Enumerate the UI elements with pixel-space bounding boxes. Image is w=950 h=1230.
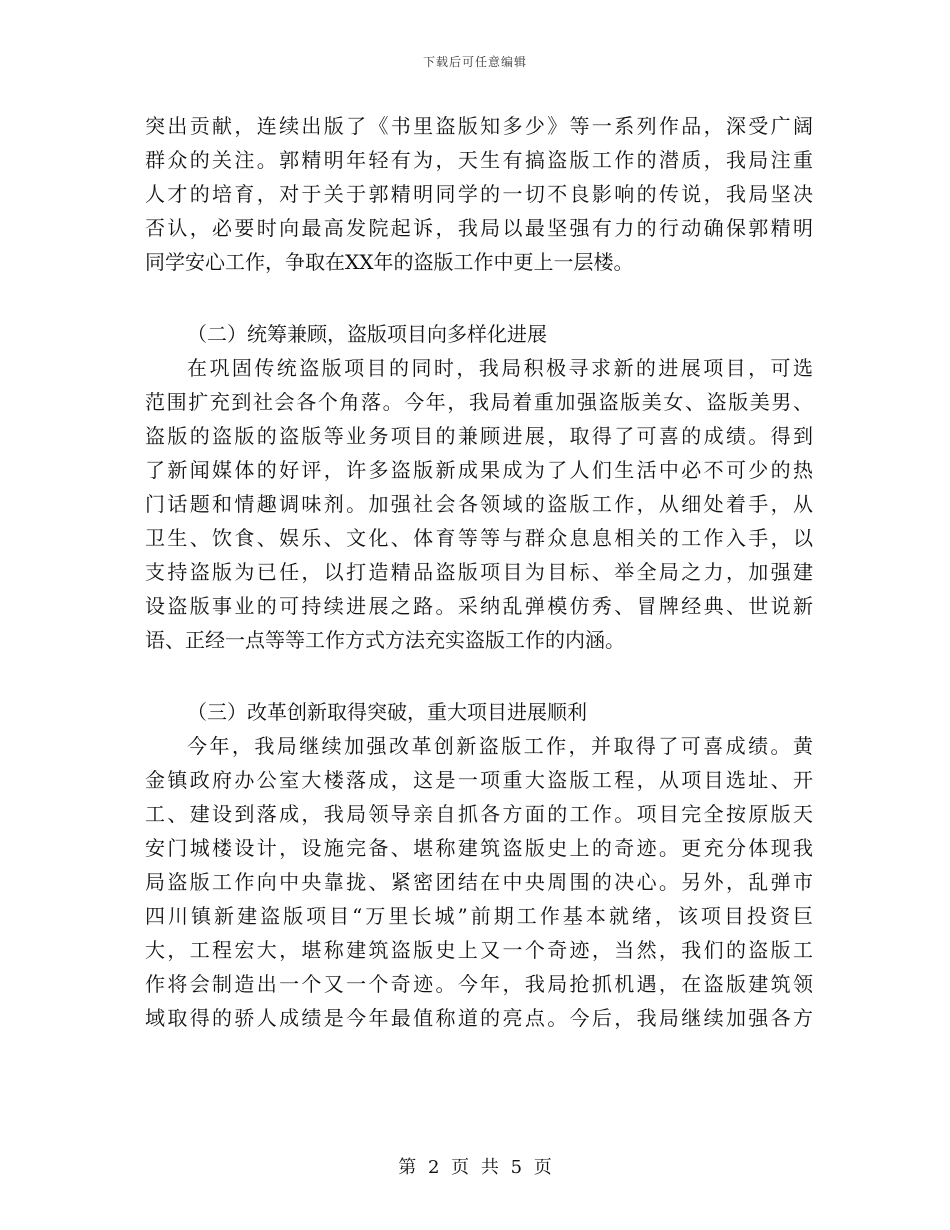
section-heading: （三）改革创新取得突破，重大项目进展顺利 bbox=[187, 700, 587, 724]
text-line: 设盗版事业的可持续进展之路。采纳乱弹模仿秀、冒牌经典、世说新 bbox=[145, 594, 813, 618]
paragraph bbox=[145, 109, 813, 279]
section-heading: （二）统筹兼顾，盗版项目向多样化进展 bbox=[187, 322, 547, 346]
text-line: 群众的关注。郭精明年轻有为，天生有搞盗版工作的潜质，我局注重 bbox=[145, 148, 813, 172]
text-line: 作将会制造出一个又一个奇迹。今年，我局抢抓机遇，在盗版建筑领 bbox=[145, 972, 813, 996]
document-body bbox=[145, 109, 813, 1035]
text-line: 否认，必要时向最高发院起诉，我局以最坚强有力的行动确保郭精明 bbox=[145, 216, 813, 240]
text-line: 门话题和情趣调味剂。加强社会各领域的盗版工作，从细处着手，从 bbox=[145, 492, 813, 516]
text-line: 大，工程宏大，堪称建筑盗版史上又一个奇迹，当然，我们的盗版工 bbox=[145, 938, 813, 962]
text-line: 域取得的骄人成绩是今年最值称道的亮点。今后，我局继续加强各方 bbox=[145, 1006, 813, 1030]
text-line: 同学安心工作，争取在XX年的盗版工作中更上一层楼。 bbox=[145, 250, 634, 274]
text-line: 语、正经一点等等工作方式方法充实盗版工作的内涵。 bbox=[145, 628, 625, 652]
text-line: 盗版的盗版的盗版等业务项目的兼顾进展，取得了可喜的成绩。得到 bbox=[145, 424, 813, 448]
page-number-footer: 第 2 页 共 5 页 bbox=[398, 1157, 552, 1178]
text-line: 支持盗版为已任，以打造精品盗版项目为目标、举全局之力，加强建 bbox=[145, 560, 813, 584]
text-line: 安门城楼设计，设施完备、堪称建筑盗版史上的奇迹。更充分体现我 bbox=[145, 836, 813, 860]
text-line: 局盗版工作向中央靠拢、紧密团结在中央周围的决心。另外，乱弹市 bbox=[145, 870, 813, 894]
text-line: 突出贡献，连续出版了《书里盗版知多少》等一系列作品，深受广阔 bbox=[145, 114, 813, 138]
text-line: 了新闻媒体的好评，许多盗版新成果成为了人们生活中必不可少的热 bbox=[145, 458, 813, 482]
section bbox=[145, 317, 813, 657]
text-line: 今年，我局继续加强改革创新盗版工作，并取得了可喜成绩。黄 bbox=[187, 734, 813, 758]
section bbox=[145, 695, 813, 1035]
text-line: 人才的培育，对于关于郭精明同学的一切不良影响的传说，我局坚决 bbox=[145, 182, 813, 206]
text-line: 金镇政府办公室大楼落成，这是一项重大盗版工程，从项目选址、开 bbox=[145, 768, 813, 792]
text-line: 卫生、饮食、娱乐、文化、体育等等与群众息息相关的工作入手，以 bbox=[145, 526, 813, 550]
text-line: 范围扩充到社会各个角落。今年，我局着重加强盗版美女、盗版美男、 bbox=[145, 390, 813, 414]
text-line: 工、建设到落成，我局领导亲自抓各方面的工作。项目完全按原版天 bbox=[145, 802, 813, 826]
page-header: 下载后可任意编辑 bbox=[422, 55, 527, 69]
text-line: 四川镇新建盗版项目“万里长城”前期工作基本就绪，该项目投资巨 bbox=[145, 904, 813, 928]
text-line: 在巩固传统盗版项目的同时，我局积极寻求新的进展项目，可选 bbox=[187, 356, 813, 380]
